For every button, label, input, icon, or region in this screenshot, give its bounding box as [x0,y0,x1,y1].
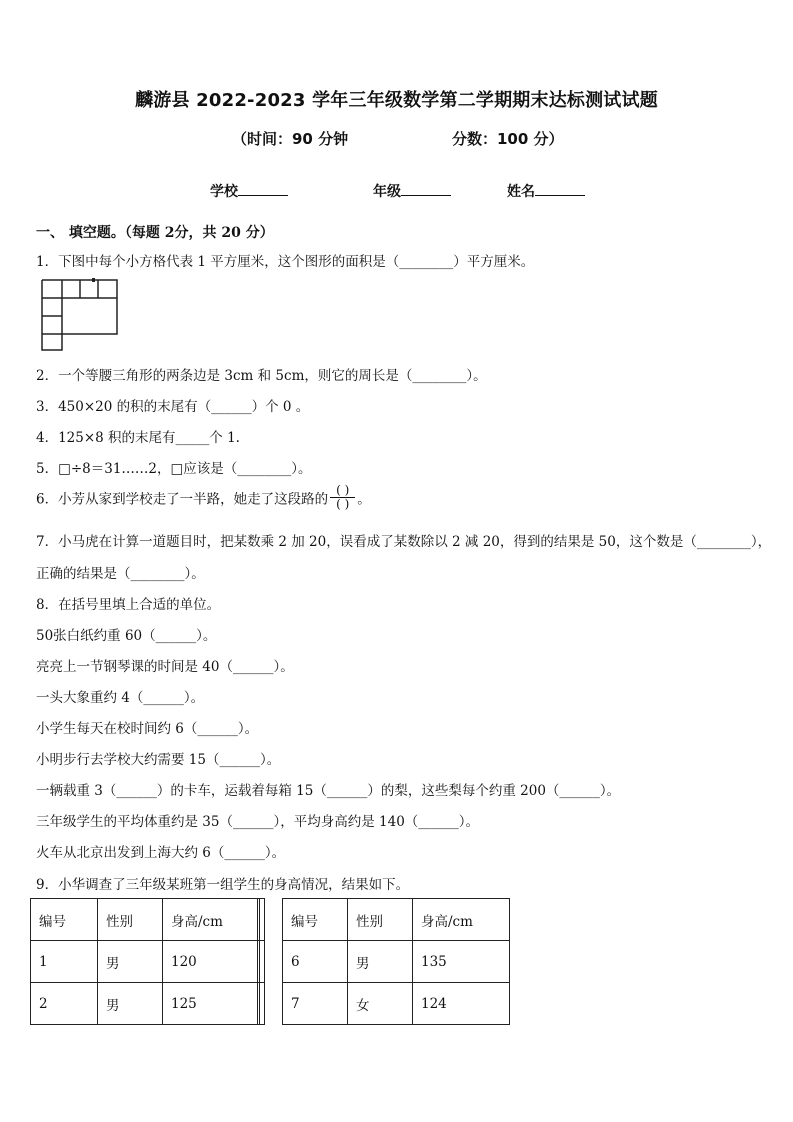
table-cell: 120 [163,941,260,983]
school-field[interactable] [210,181,288,201]
question-6 [36,484,371,511]
school-label: 学校 [210,184,238,200]
spacer-cell [258,899,265,941]
question-6-text: 6．小芳从家到学校走了一半路，她走了这段路的 [36,491,329,508]
table-cell: 1 [31,941,98,983]
question-8-item-5: 小明步行去学校大约需要 15（______）。 [36,752,281,768]
table-cell: 男 [98,941,163,983]
table-cell: 男 [348,941,413,983]
header-cell: 编号 [283,899,348,941]
header-cell: 性别 [348,899,413,941]
question-1: 1．下图中每个小方格代表 1 平方厘米，这个图形的面积是（________）平方厘米。 [36,254,535,270]
question-8-item-2: 亮亮上一节钢琴课的时间是 40（______）。 [36,659,294,675]
fraction-numerator[interactable]: ( ) [330,484,355,498]
question-4: 4．125×8 积的末尾有_____个 1. [36,430,240,446]
question-9: 9．小华调查了三年级某班第一组学生的身高情况，结果如下。 [36,877,410,893]
header-cell: 身高/cm [413,899,510,941]
question-8: 8．在括号里填上合适的单位。 [36,597,221,613]
grade-label: 年级 [373,184,401,200]
area-grid-figure [40,278,120,352]
height-table-spacer [257,898,265,1025]
table-row [283,941,510,983]
question-7-continued: 正确的结果是（________）。 [36,566,205,582]
exam-title: 麟游县 2022-2023 学年三年级数学第二学期期末达标测试试题 [135,90,658,111]
exam-score: 分数：100 分） [452,130,564,148]
name-label: 姓名 [507,184,535,200]
table-header-row [283,899,510,941]
grade-field[interactable] [373,181,451,201]
table-cell: 2 [31,983,98,1025]
spacer-cell [258,941,265,983]
table-cell: 女 [348,983,413,1025]
question-8-item-3: 一头大象重约 4（______）。 [36,690,205,706]
question-7: 7．小马虎在计算一道题目时，把某数乘 2 加 20，误看成了某数除以 2 减 20，得到的结果是 50，这个数是（________）， [36,534,772,550]
question-8-item-6: 一辆载重 3（______）的卡车，运载着每箱 15（______）的梨，这些梨每个约重 200（______）。 [36,783,621,799]
table-cell: 125 [163,983,260,1025]
spacer-cell [258,983,265,1025]
table-cell: 7 [283,983,348,1025]
name-blank[interactable] [535,181,585,196]
fraction-denominator[interactable]: ( ) [336,497,350,511]
question-8-item-4: 小学生每天在校时间约 6（______）。 [36,721,259,737]
header-cell: 编号 [31,899,98,941]
header-cell: 身高/cm [163,899,260,941]
question-8-item-7: 三年级学生的平均体重约是 35（______），平均身高约是 140（______）。 [36,814,480,830]
question-5: 5．□÷8＝31……2，□应该是（________）。 [36,461,312,477]
question-3: 3．450×20 的积的末尾有（______）个 0 。 [36,399,310,415]
table-row [283,983,510,1025]
table-cell: 135 [413,941,510,983]
table-cell: 124 [413,983,510,1025]
name-field[interactable] [507,181,585,201]
fraction-blank[interactable] [330,484,355,511]
school-blank[interactable] [238,181,288,196]
question-8-item-8: 火车从北京出发到上海大约 6（______）。 [36,845,286,861]
grade-blank[interactable] [401,181,451,196]
header-cell: 性别 [98,899,163,941]
table-cell: 6 [283,941,348,983]
question-6-end: 。 [357,491,371,508]
exam-time: （时间：90 分钟 [232,130,349,148]
height-table-left [30,898,260,1025]
question-8-item-1: 50张白纸约重 60（______）。 [36,628,217,644]
question-2: 2．一个等腰三角形的两条边是 3cm 和 5cm，则它的周长是（________）。 [36,368,487,384]
height-table-right [282,898,510,1025]
table-row [31,983,260,1025]
table-cell: 男 [98,983,163,1025]
table-row [31,941,260,983]
section-heading: 一、 填空题。（每题 2分，共 20 分） [36,225,274,241]
table-header-row [31,899,260,941]
